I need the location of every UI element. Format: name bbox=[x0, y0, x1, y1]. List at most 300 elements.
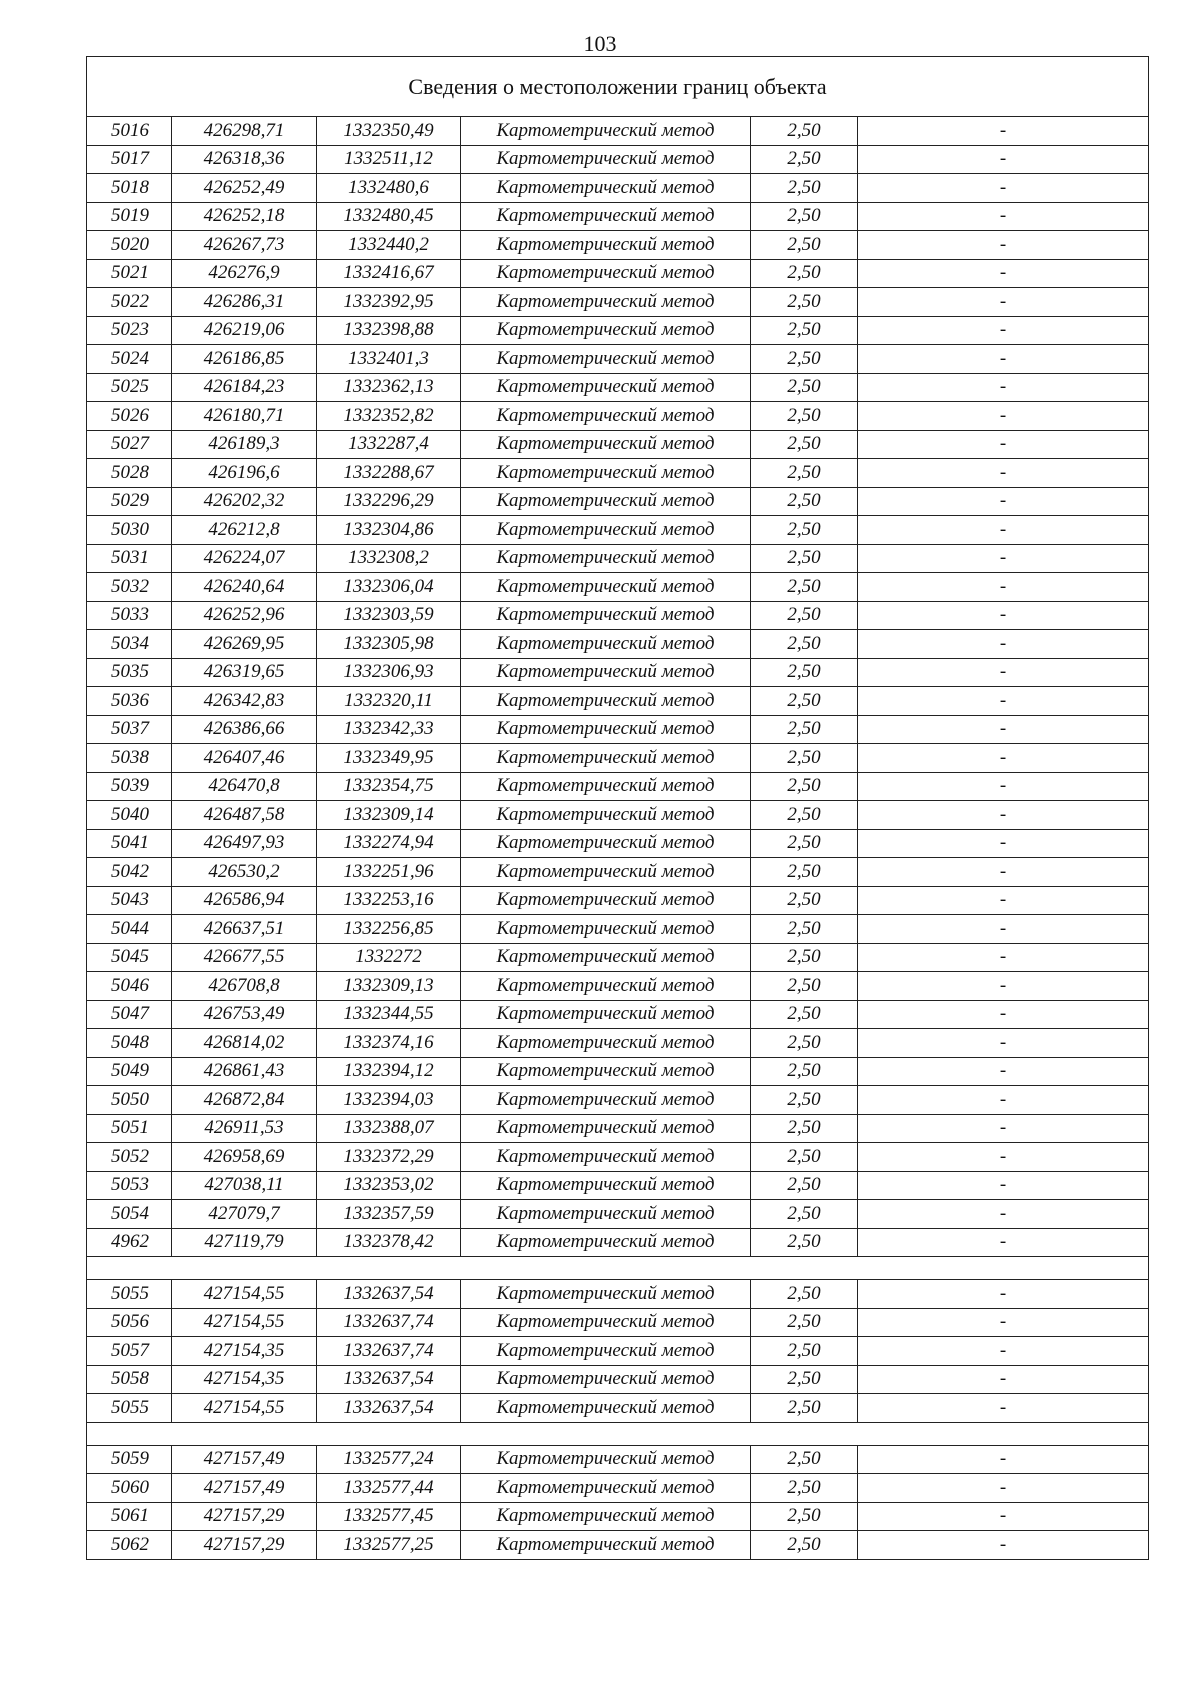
cell-coord-x: 426286,31 bbox=[172, 288, 317, 317]
table-row bbox=[87, 1114, 1149, 1143]
cell-description: - bbox=[858, 117, 1149, 146]
cell-method: Картометрический метод bbox=[461, 145, 751, 174]
cell-coord-y: 1332480,6 bbox=[317, 174, 461, 203]
cell-accuracy: 2,50 bbox=[751, 1000, 858, 1029]
cell-method: Картометрический метод bbox=[461, 316, 751, 345]
cell-coord-x: 427154,55 bbox=[172, 1394, 317, 1423]
cell-point-number: 5023 bbox=[87, 316, 172, 345]
cell-point-number: 5058 bbox=[87, 1365, 172, 1394]
cell-accuracy: 2,50 bbox=[751, 573, 858, 602]
cell-coord-y: 1332637,74 bbox=[317, 1308, 461, 1337]
cell-point-number: 5062 bbox=[87, 1531, 172, 1560]
table-row bbox=[87, 858, 1149, 887]
cell-coord-x: 426677,55 bbox=[172, 943, 317, 972]
table-row bbox=[87, 715, 1149, 744]
cell-accuracy: 2,50 bbox=[751, 858, 858, 887]
cell-coord-x: 426269,95 bbox=[172, 630, 317, 659]
table-row bbox=[87, 145, 1149, 174]
cell-coord-y: 1332480,45 bbox=[317, 202, 461, 231]
table-row bbox=[87, 658, 1149, 687]
cell-coord-y: 1332349,95 bbox=[317, 744, 461, 773]
cell-coord-y: 1332362,13 bbox=[317, 373, 461, 402]
cell-coord-y: 1332440,2 bbox=[317, 231, 461, 260]
cell-coord-x: 427154,55 bbox=[172, 1308, 317, 1337]
cell-point-number: 5052 bbox=[87, 1143, 172, 1172]
cell-point-number: 5056 bbox=[87, 1308, 172, 1337]
cell-coord-x: 426252,96 bbox=[172, 601, 317, 630]
cell-accuracy: 2,50 bbox=[751, 1365, 858, 1394]
cell-point-number: 5040 bbox=[87, 801, 172, 830]
cell-point-number: 5046 bbox=[87, 972, 172, 1001]
cell-point-number: 5025 bbox=[87, 373, 172, 402]
cell-method: Картометрический метод bbox=[461, 915, 751, 944]
table-row bbox=[87, 487, 1149, 516]
cell-description: - bbox=[858, 972, 1149, 1001]
cell-accuracy: 2,50 bbox=[751, 1308, 858, 1337]
cell-method: Картометрический метод bbox=[461, 373, 751, 402]
cell-accuracy: 2,50 bbox=[751, 1086, 858, 1115]
cell-point-number: 5049 bbox=[87, 1057, 172, 1086]
cell-point-number: 5034 bbox=[87, 630, 172, 659]
cell-description: - bbox=[858, 1143, 1149, 1172]
cell-description: - bbox=[858, 1000, 1149, 1029]
table-row bbox=[87, 288, 1149, 317]
cell-point-number: 5038 bbox=[87, 744, 172, 773]
cell-description: - bbox=[858, 231, 1149, 260]
table-row bbox=[87, 943, 1149, 972]
cell-accuracy: 2,50 bbox=[751, 487, 858, 516]
cell-point-number: 4962 bbox=[87, 1228, 172, 1257]
cell-description: - bbox=[858, 943, 1149, 972]
cell-coord-x: 426753,49 bbox=[172, 1000, 317, 1029]
cell-method: Картометрический метод bbox=[461, 687, 751, 716]
cell-coord-y: 1332288,67 bbox=[317, 459, 461, 488]
cell-coord-x: 427038,11 bbox=[172, 1171, 317, 1200]
cell-method: Картометрический метод bbox=[461, 801, 751, 830]
cell-coord-x: 426189,3 bbox=[172, 430, 317, 459]
cell-accuracy: 2,50 bbox=[751, 601, 858, 630]
cell-method: Картометрический метод bbox=[461, 1171, 751, 1200]
cell-accuracy: 2,50 bbox=[751, 288, 858, 317]
cell-coord-x: 427154,35 bbox=[172, 1365, 317, 1394]
cell-description: - bbox=[858, 1228, 1149, 1257]
cell-point-number: 5020 bbox=[87, 231, 172, 260]
cell-description: - bbox=[858, 772, 1149, 801]
cell-coord-y: 1332274,94 bbox=[317, 829, 461, 858]
cell-accuracy: 2,50 bbox=[751, 516, 858, 545]
cell-accuracy: 2,50 bbox=[751, 259, 858, 288]
table-row bbox=[87, 972, 1149, 1001]
table-row bbox=[87, 1280, 1149, 1309]
cell-method: Картометрический метод bbox=[461, 402, 751, 431]
cell-accuracy: 2,50 bbox=[751, 1228, 858, 1257]
table-row bbox=[87, 1171, 1149, 1200]
cell-accuracy: 2,50 bbox=[751, 373, 858, 402]
cell-method: Картометрический метод bbox=[461, 1308, 751, 1337]
table-row bbox=[87, 1337, 1149, 1366]
cell-method: Картометрический метод bbox=[461, 1531, 751, 1560]
cell-coord-x: 426318,36 bbox=[172, 145, 317, 174]
cell-coord-x: 426487,58 bbox=[172, 801, 317, 830]
cell-point-number: 5017 bbox=[87, 145, 172, 174]
cell-accuracy: 2,50 bbox=[751, 174, 858, 203]
cell-method: Картометрический метод bbox=[461, 1280, 751, 1309]
table-row bbox=[87, 544, 1149, 573]
cell-coord-y: 1332306,04 bbox=[317, 573, 461, 602]
cell-coord-y: 1332511,12 bbox=[317, 145, 461, 174]
cell-point-number: 5021 bbox=[87, 259, 172, 288]
cell-coord-x: 426637,51 bbox=[172, 915, 317, 944]
cell-method: Картометрический метод bbox=[461, 117, 751, 146]
table-row bbox=[87, 516, 1149, 545]
table-row bbox=[87, 316, 1149, 345]
cell-accuracy: 2,50 bbox=[751, 972, 858, 1001]
cell-point-number: 5035 bbox=[87, 658, 172, 687]
cell-description: - bbox=[858, 516, 1149, 545]
cell-description: - bbox=[858, 1337, 1149, 1366]
cell-accuracy: 2,50 bbox=[751, 145, 858, 174]
cell-description: - bbox=[858, 1308, 1149, 1337]
cell-description: - bbox=[858, 145, 1149, 174]
cell-point-number: 5053 bbox=[87, 1171, 172, 1200]
cell-coord-x: 426530,2 bbox=[172, 858, 317, 887]
table-row bbox=[87, 345, 1149, 374]
cell-method: Картометрический метод bbox=[461, 715, 751, 744]
table-row bbox=[87, 687, 1149, 716]
cell-point-number: 5048 bbox=[87, 1029, 172, 1058]
cell-description: - bbox=[858, 1474, 1149, 1503]
cell-method: Картометрический метод bbox=[461, 744, 751, 773]
cell-coord-x: 426872,84 bbox=[172, 1086, 317, 1115]
cell-coord-y: 1332416,67 bbox=[317, 259, 461, 288]
cell-accuracy: 2,50 bbox=[751, 715, 858, 744]
cell-point-number: 5018 bbox=[87, 174, 172, 203]
cell-method: Картометрический метод bbox=[461, 1445, 751, 1474]
cell-coord-x: 426276,9 bbox=[172, 259, 317, 288]
cell-method: Картометрический метод bbox=[461, 1365, 751, 1394]
cell-description: - bbox=[858, 288, 1149, 317]
cell-coord-y: 1332350,49 bbox=[317, 117, 461, 146]
cell-description: - bbox=[858, 544, 1149, 573]
cell-coord-x: 427154,55 bbox=[172, 1280, 317, 1309]
table-row bbox=[87, 1394, 1149, 1423]
cell-coord-x: 426342,83 bbox=[172, 687, 317, 716]
table-row bbox=[87, 259, 1149, 288]
cell-accuracy: 2,50 bbox=[751, 886, 858, 915]
boundary-coordinates-table bbox=[86, 56, 1149, 1560]
cell-accuracy: 2,50 bbox=[751, 459, 858, 488]
cell-accuracy: 2,50 bbox=[751, 430, 858, 459]
table-row bbox=[87, 915, 1149, 944]
cell-method: Картометрический метод bbox=[461, 1200, 751, 1229]
cell-method: Картометрический метод bbox=[461, 288, 751, 317]
cell-accuracy: 2,50 bbox=[751, 687, 858, 716]
cell-coord-y: 1332308,2 bbox=[317, 544, 461, 573]
cell-coord-y: 1332342,33 bbox=[317, 715, 461, 744]
table-row bbox=[87, 1445, 1149, 1474]
cell-description: - bbox=[858, 487, 1149, 516]
cell-coord-x: 427154,35 bbox=[172, 1337, 317, 1366]
cell-coord-y: 1332637,54 bbox=[317, 1394, 461, 1423]
table-row bbox=[87, 117, 1149, 146]
cell-accuracy: 2,50 bbox=[751, 1474, 858, 1503]
cell-description: - bbox=[858, 658, 1149, 687]
cell-accuracy: 2,50 bbox=[751, 943, 858, 972]
table-row bbox=[87, 1474, 1149, 1503]
cell-point-number: 5022 bbox=[87, 288, 172, 317]
cell-accuracy: 2,50 bbox=[751, 1200, 858, 1229]
cell-method: Картометрический метод bbox=[461, 1502, 751, 1531]
cell-method: Картометрический метод bbox=[461, 1143, 751, 1172]
cell-description: - bbox=[858, 744, 1149, 773]
cell-description: - bbox=[858, 430, 1149, 459]
cell-accuracy: 2,50 bbox=[751, 1531, 858, 1560]
cell-point-number: 5060 bbox=[87, 1474, 172, 1503]
table-row bbox=[87, 459, 1149, 488]
table-row bbox=[87, 744, 1149, 773]
cell-point-number: 5042 bbox=[87, 858, 172, 887]
cell-coord-x: 426252,18 bbox=[172, 202, 317, 231]
cell-coord-x: 426252,49 bbox=[172, 174, 317, 203]
table-title: Сведения о местоположении границ объекта bbox=[87, 57, 1149, 117]
cell-coord-y: 1332305,98 bbox=[317, 630, 461, 659]
table-row bbox=[87, 1143, 1149, 1172]
cell-point-number: 5055 bbox=[87, 1394, 172, 1423]
cell-coord-x: 426911,53 bbox=[172, 1114, 317, 1143]
cell-accuracy: 2,50 bbox=[751, 658, 858, 687]
cell-accuracy: 2,50 bbox=[751, 1337, 858, 1366]
cell-method: Картометрический метод bbox=[461, 630, 751, 659]
cell-coord-x: 426861,43 bbox=[172, 1057, 317, 1086]
cell-method: Картометрический метод bbox=[461, 972, 751, 1001]
cell-description: - bbox=[858, 1502, 1149, 1531]
cell-accuracy: 2,50 bbox=[751, 915, 858, 944]
contour-separator-row bbox=[87, 1257, 1149, 1280]
cell-method: Картометрический метод bbox=[461, 943, 751, 972]
table-title-row bbox=[87, 57, 1149, 117]
cell-coord-x: 426196,6 bbox=[172, 459, 317, 488]
cell-coord-x: 427157,49 bbox=[172, 1474, 317, 1503]
cell-method: Картометрический метод bbox=[461, 231, 751, 260]
table-row bbox=[87, 1228, 1149, 1257]
table-row bbox=[87, 772, 1149, 801]
contour-separator-row bbox=[87, 1422, 1149, 1445]
cell-description: - bbox=[858, 687, 1149, 716]
table-row bbox=[87, 801, 1149, 830]
cell-accuracy: 2,50 bbox=[751, 1171, 858, 1200]
cell-point-number: 5043 bbox=[87, 886, 172, 915]
cell-coord-y: 1332577,25 bbox=[317, 1531, 461, 1560]
cell-coord-y: 1332304,86 bbox=[317, 516, 461, 545]
cell-point-number: 5037 bbox=[87, 715, 172, 744]
page-number: 103 bbox=[583, 31, 617, 56]
cell-point-number: 5054 bbox=[87, 1200, 172, 1229]
cell-point-number: 5041 bbox=[87, 829, 172, 858]
cell-accuracy: 2,50 bbox=[751, 544, 858, 573]
cell-coord-y: 1332303,59 bbox=[317, 601, 461, 630]
cell-description: - bbox=[858, 1114, 1149, 1143]
cell-accuracy: 2,50 bbox=[751, 630, 858, 659]
cell-accuracy: 2,50 bbox=[751, 1057, 858, 1086]
table-row bbox=[87, 231, 1149, 260]
cell-coord-x: 426470,8 bbox=[172, 772, 317, 801]
cell-point-number: 5036 bbox=[87, 687, 172, 716]
cell-description: - bbox=[858, 1280, 1149, 1309]
cell-point-number: 5030 bbox=[87, 516, 172, 545]
cell-coord-x: 426267,73 bbox=[172, 231, 317, 260]
cell-description: - bbox=[858, 1445, 1149, 1474]
table-row bbox=[87, 1502, 1149, 1531]
cell-point-number: 5019 bbox=[87, 202, 172, 231]
cell-point-number: 5045 bbox=[87, 943, 172, 972]
cell-coord-y: 1332637,54 bbox=[317, 1365, 461, 1394]
cell-coord-x: 426186,85 bbox=[172, 345, 317, 374]
cell-description: - bbox=[858, 1531, 1149, 1560]
cell-accuracy: 2,50 bbox=[751, 231, 858, 260]
cell-description: - bbox=[858, 316, 1149, 345]
cell-point-number: 5047 bbox=[87, 1000, 172, 1029]
cell-coord-x: 426202,32 bbox=[172, 487, 317, 516]
cell-coord-y: 1332287,4 bbox=[317, 430, 461, 459]
cell-method: Картометрический метод bbox=[461, 1086, 751, 1115]
cell-method: Картометрический метод bbox=[461, 259, 751, 288]
table-row bbox=[87, 601, 1149, 630]
cell-coord-y: 1332309,14 bbox=[317, 801, 461, 830]
cell-description: - bbox=[858, 601, 1149, 630]
cell-coord-x: 426240,64 bbox=[172, 573, 317, 602]
cell-accuracy: 2,50 bbox=[751, 1143, 858, 1172]
cell-description: - bbox=[858, 886, 1149, 915]
cell-accuracy: 2,50 bbox=[751, 744, 858, 773]
cell-method: Картометрический метод bbox=[461, 858, 751, 887]
table-row bbox=[87, 1057, 1149, 1086]
cell-method: Картометрический метод bbox=[461, 1057, 751, 1086]
cell-description: - bbox=[858, 345, 1149, 374]
contour-separator bbox=[87, 1422, 1149, 1445]
cell-description: - bbox=[858, 1365, 1149, 1394]
cell-method: Картометрический метод bbox=[461, 829, 751, 858]
table-row bbox=[87, 829, 1149, 858]
cell-coord-y: 1332320,11 bbox=[317, 687, 461, 716]
cell-description: - bbox=[858, 858, 1149, 887]
cell-coord-y: 1332353,02 bbox=[317, 1171, 461, 1200]
cell-coord-y: 1332344,55 bbox=[317, 1000, 461, 1029]
table-row bbox=[87, 373, 1149, 402]
table-row bbox=[87, 1029, 1149, 1058]
cell-coord-x: 426224,07 bbox=[172, 544, 317, 573]
cell-accuracy: 2,50 bbox=[751, 772, 858, 801]
table-row bbox=[87, 1000, 1149, 1029]
cell-coord-x: 426212,8 bbox=[172, 516, 317, 545]
cell-description: - bbox=[858, 1394, 1149, 1423]
cell-method: Картометрический метод bbox=[461, 658, 751, 687]
cell-point-number: 5032 bbox=[87, 573, 172, 602]
cell-accuracy: 2,50 bbox=[751, 117, 858, 146]
table-row bbox=[87, 573, 1149, 602]
cell-point-number: 5033 bbox=[87, 601, 172, 630]
cell-method: Картометрический метод bbox=[461, 601, 751, 630]
cell-coord-y: 1332354,75 bbox=[317, 772, 461, 801]
table-row bbox=[87, 402, 1149, 431]
cell-coord-y: 1332392,95 bbox=[317, 288, 461, 317]
cell-coord-x: 426184,23 bbox=[172, 373, 317, 402]
cell-description: - bbox=[858, 1057, 1149, 1086]
cell-accuracy: 2,50 bbox=[751, 1280, 858, 1309]
cell-coord-y: 1332398,88 bbox=[317, 316, 461, 345]
cell-coord-x: 426708,8 bbox=[172, 972, 317, 1001]
cell-method: Картометрический метод bbox=[461, 1474, 751, 1503]
cell-description: - bbox=[858, 829, 1149, 858]
table-row bbox=[87, 630, 1149, 659]
table-row bbox=[87, 1086, 1149, 1115]
cell-coord-x: 427119,79 bbox=[172, 1228, 317, 1257]
cell-coord-y: 1332306,93 bbox=[317, 658, 461, 687]
cell-point-number: 5029 bbox=[87, 487, 172, 516]
cell-coord-x: 427079,7 bbox=[172, 1200, 317, 1229]
cell-coord-y: 1332394,03 bbox=[317, 1086, 461, 1115]
table-row bbox=[87, 1531, 1149, 1560]
cell-method: Картометрический метод bbox=[461, 544, 751, 573]
cell-coord-x: 426180,71 bbox=[172, 402, 317, 431]
cell-accuracy: 2,50 bbox=[751, 345, 858, 374]
cell-coord-y: 1332401,3 bbox=[317, 345, 461, 374]
cell-coord-x: 427157,29 bbox=[172, 1502, 317, 1531]
cell-method: Картометрический метод bbox=[461, 1000, 751, 1029]
cell-coord-x: 426386,66 bbox=[172, 715, 317, 744]
cell-coord-y: 1332309,13 bbox=[317, 972, 461, 1001]
cell-description: - bbox=[858, 259, 1149, 288]
table-row bbox=[87, 174, 1149, 203]
table-row bbox=[87, 1200, 1149, 1229]
cell-coord-x: 426586,94 bbox=[172, 886, 317, 915]
table-row bbox=[87, 886, 1149, 915]
cell-method: Картометрический метод bbox=[461, 886, 751, 915]
cell-description: - bbox=[858, 459, 1149, 488]
cell-coord-y: 1332637,74 bbox=[317, 1337, 461, 1366]
cell-method: Картометрический метод bbox=[461, 487, 751, 516]
cell-method: Картометрический метод bbox=[461, 459, 751, 488]
cell-accuracy: 2,50 bbox=[751, 1502, 858, 1531]
cell-description: - bbox=[858, 801, 1149, 830]
cell-point-number: 5057 bbox=[87, 1337, 172, 1366]
cell-description: - bbox=[858, 715, 1149, 744]
cell-description: - bbox=[858, 630, 1149, 659]
cell-coord-x: 427157,29 bbox=[172, 1531, 317, 1560]
table-row bbox=[87, 430, 1149, 459]
cell-coord-x: 426814,02 bbox=[172, 1029, 317, 1058]
cell-coord-x: 426958,69 bbox=[172, 1143, 317, 1172]
cell-point-number: 5044 bbox=[87, 915, 172, 944]
cell-accuracy: 2,50 bbox=[751, 1114, 858, 1143]
cell-point-number: 5055 bbox=[87, 1280, 172, 1309]
cell-point-number: 5024 bbox=[87, 345, 172, 374]
table-row bbox=[87, 1365, 1149, 1394]
cell-description: - bbox=[858, 174, 1149, 203]
cell-coord-x: 426319,65 bbox=[172, 658, 317, 687]
cell-method: Картометрический метод bbox=[461, 430, 751, 459]
cell-description: - bbox=[858, 915, 1149, 944]
cell-coord-x: 427157,49 bbox=[172, 1445, 317, 1474]
cell-coord-y: 1332577,44 bbox=[317, 1474, 461, 1503]
table-row bbox=[87, 202, 1149, 231]
cell-method: Картометрический метод bbox=[461, 1394, 751, 1423]
cell-point-number: 5028 bbox=[87, 459, 172, 488]
cell-accuracy: 2,50 bbox=[751, 1445, 858, 1474]
cell-coord-y: 1332372,29 bbox=[317, 1143, 461, 1172]
cell-point-number: 5026 bbox=[87, 402, 172, 431]
cell-point-number: 5059 bbox=[87, 1445, 172, 1474]
cell-method: Картометрический метод bbox=[461, 573, 751, 602]
